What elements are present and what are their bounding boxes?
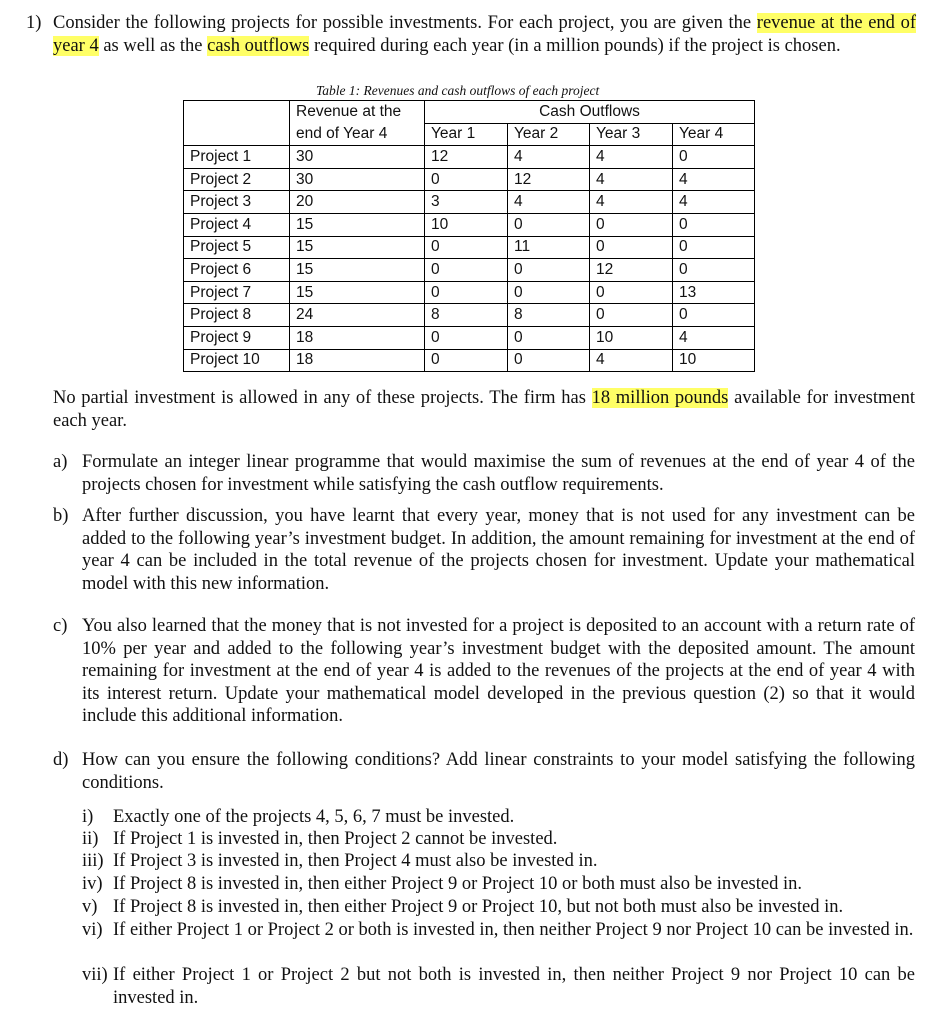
- project-name-cell: Project 7: [184, 281, 290, 304]
- project-name-cell: Project 9: [184, 326, 290, 349]
- year-4-cell: 13: [673, 281, 755, 304]
- year-4-cell: 4: [673, 191, 755, 214]
- year-1-cell: 0: [425, 281, 508, 304]
- year-3-cell: 4: [590, 146, 673, 169]
- revenue-cell: 30: [290, 168, 425, 191]
- year-4-cell: 0: [673, 259, 755, 282]
- condition-text: If Project 3 is invested in, then Project 4 must also be invested in.: [113, 851, 598, 871]
- table-row: [184, 146, 755, 169]
- revenue-cell: 15: [290, 259, 425, 282]
- condition-text: If Project 8 is invested in, then either Project 9 or Project 10, but not both must also be invested in.: [113, 897, 844, 917]
- revenue-header-line1: Revenue at the: [290, 101, 425, 124]
- table-row: [184, 213, 755, 236]
- year-3-cell: 0: [590, 213, 673, 236]
- project-name-cell: Project 3: [184, 191, 290, 214]
- year-2-cell: 0: [508, 281, 590, 304]
- year-2-cell: 0: [508, 213, 590, 236]
- year-1-cell: 0: [425, 236, 508, 259]
- question-number: 1): [26, 13, 42, 33]
- note-text-after: available for investment each year.: [53, 388, 915, 431]
- revenue-cell: 30: [290, 146, 425, 169]
- question-text-mid: as well as the: [98, 35, 208, 56]
- condition-label: vii): [82, 965, 108, 985]
- projects-table: [183, 100, 755, 372]
- project-name-cell: Project 8: [184, 304, 290, 327]
- cash-outflows-header: Cash Outflows: [425, 101, 755, 124]
- project-name-cell: Project 10: [184, 349, 290, 372]
- table-row: [184, 304, 755, 327]
- year-4-cell: 10: [673, 349, 755, 372]
- year-3-cell: 4: [590, 191, 673, 214]
- revenue-cell: 15: [290, 236, 425, 259]
- condition-label: iii): [82, 851, 104, 871]
- table-row: [184, 168, 755, 191]
- project-name-cell: Project 2: [184, 168, 290, 191]
- year-4-cell: 0: [673, 236, 755, 259]
- condition-i: [82, 806, 915, 829]
- highlight-revenue: revenue at the end of year 4: [53, 13, 916, 56]
- year-1-cell: 0: [425, 168, 508, 191]
- table-caption: Table 1: Revenues and cash outflows of each project: [316, 83, 600, 98]
- part-a: [53, 451, 915, 496]
- condition-text: If Project 1 is invested in, then Project 2 cannot be invested.: [113, 829, 558, 849]
- revenue-cell: 24: [290, 304, 425, 327]
- highlight-cash-outflows: cash outflows: [207, 35, 310, 56]
- table-header-row-1: [184, 101, 755, 124]
- table-row: [184, 326, 755, 349]
- revenue-cell: 15: [290, 213, 425, 236]
- part-b: [53, 505, 915, 595]
- year-3-cell: 4: [590, 349, 673, 372]
- year-3-cell: 4: [590, 168, 673, 191]
- year-3-cell: 0: [590, 236, 673, 259]
- year-3-cell: 0: [590, 304, 673, 327]
- part-label: d): [53, 750, 69, 770]
- year-2-cell: 4: [508, 191, 590, 214]
- year-1-header: Year 1: [425, 123, 508, 146]
- year-3-header: Year 3: [590, 123, 673, 146]
- year-1-cell: 10: [425, 213, 508, 236]
- highlight-budget: 18 million pounds: [591, 388, 729, 408]
- condition-label: vi): [82, 920, 103, 940]
- year-4-cell: 0: [673, 146, 755, 169]
- revenue-cell: 18: [290, 349, 425, 372]
- revenue-cell: 15: [290, 281, 425, 304]
- revenue-cell: 18: [290, 326, 425, 349]
- project-name-cell: Project 4: [184, 213, 290, 236]
- part-d: [53, 749, 915, 794]
- condition-vi: [82, 919, 915, 942]
- year-3-cell: 0: [590, 281, 673, 304]
- budget-note: [53, 387, 915, 432]
- year-3-cell: 12: [590, 259, 673, 282]
- part-text: After further discussion, you have learnt that every year, money that is not used for any investment can be added to the following year’s investment budget. In addition, the amount remaining for investment at the end of year 4 can be included in the total revenue of the projects chosen for investment. Update your mathematical model with this new information.: [82, 506, 915, 594]
- condition-text: If either Project 1 or Project 2 or both is invested in, then neither Project 9 nor Project 10 can be invested in.: [113, 920, 914, 940]
- table-header-row-2: [184, 123, 755, 146]
- year-2-cell: 12: [508, 168, 590, 191]
- note-text-before: No partial investment is allowed in any of these projects. The firm has: [53, 388, 592, 408]
- year-4-cell: 0: [673, 213, 755, 236]
- table-row: [184, 191, 755, 214]
- year-2-cell: 0: [508, 349, 590, 372]
- year-4-header: Year 4: [673, 123, 755, 146]
- year-2-cell: 11: [508, 236, 590, 259]
- part-text: Formulate an integer linear programme that would maximise the sum of revenues at the end of year 4 of the projects chosen for investment while satisfying the cash outflow requirements.: [82, 452, 915, 495]
- question-text-before: Consider the following projects for possible investments. For each project, you are given the: [53, 13, 757, 33]
- year-4-cell: 0: [673, 304, 755, 327]
- project-name-cell: Project 1: [184, 146, 290, 169]
- part-label: b): [53, 506, 69, 526]
- condition-text: Exactly one of the projects 4, 5, 6, 7 must be invested.: [113, 807, 515, 827]
- year-2-cell: 0: [508, 259, 590, 282]
- year-3-cell: 10: [590, 326, 673, 349]
- table-row: [184, 259, 755, 282]
- year-1-cell: 0: [425, 349, 508, 372]
- part-label: a): [53, 452, 68, 472]
- year-1-cell: 3: [425, 191, 508, 214]
- condition-label: ii): [82, 829, 99, 849]
- question-intro: [26, 12, 916, 57]
- year-4-cell: 4: [673, 326, 755, 349]
- project-name-cell: Project 5: [184, 236, 290, 259]
- year-1-cell: 0: [425, 259, 508, 282]
- year-2-header: Year 2: [508, 123, 590, 146]
- part-c: [53, 615, 915, 728]
- condition-v: [82, 896, 915, 919]
- year-2-cell: 0: [508, 326, 590, 349]
- table-row: [184, 281, 755, 304]
- condition-ii: [82, 828, 915, 851]
- question-text-after: required during each year (in a million pounds) if the project is chosen.: [309, 35, 841, 56]
- table-row: [184, 349, 755, 372]
- condition-text: If Project 8 is invested in, then either Project 9 or Project 10 or both must also be invested in.: [113, 874, 802, 894]
- condition-label: v): [82, 897, 98, 917]
- condition-iv: [82, 873, 915, 896]
- condition-label: iv): [82, 874, 103, 894]
- header-blank-2: [184, 123, 290, 146]
- part-label: c): [53, 616, 68, 636]
- condition-vii: [82, 964, 915, 1009]
- part-text: You also learned that the money that is not invested for a project is deposited to an account with a return rate of 10% per year and added to the following year’s investment budget with the deposited amount. The amount remaining for investment at the end of year 4 is added to the revenues of the projects at the end of year 4 with its interest return. Update your mathematical model developed in the previous question (2) so that it would include this additional information.: [82, 616, 915, 726]
- question-text: [53, 12, 916, 57]
- project-name-cell: Project 6: [184, 259, 290, 282]
- table-row: [184, 236, 755, 259]
- year-1-cell: 12: [425, 146, 508, 169]
- condition-iii: [82, 850, 915, 873]
- part-text: How can you ensure the following conditions? Add linear constraints to your model satisfying the following conditions.: [82, 750, 915, 793]
- year-4-cell: 4: [673, 168, 755, 191]
- revenue-header-line2: end of Year 4: [290, 123, 425, 146]
- year-2-cell: 4: [508, 146, 590, 169]
- year-2-cell: 8: [508, 304, 590, 327]
- condition-text: If either Project 1 or Project 2 but not both is invested in, then neither Project 9 nor Project 10 can be invested in.: [113, 965, 915, 1008]
- year-1-cell: 0: [425, 326, 508, 349]
- year-1-cell: 8: [425, 304, 508, 327]
- header-blank: [184, 101, 290, 124]
- condition-label: i): [82, 807, 94, 827]
- revenue-cell: 20: [290, 191, 425, 214]
